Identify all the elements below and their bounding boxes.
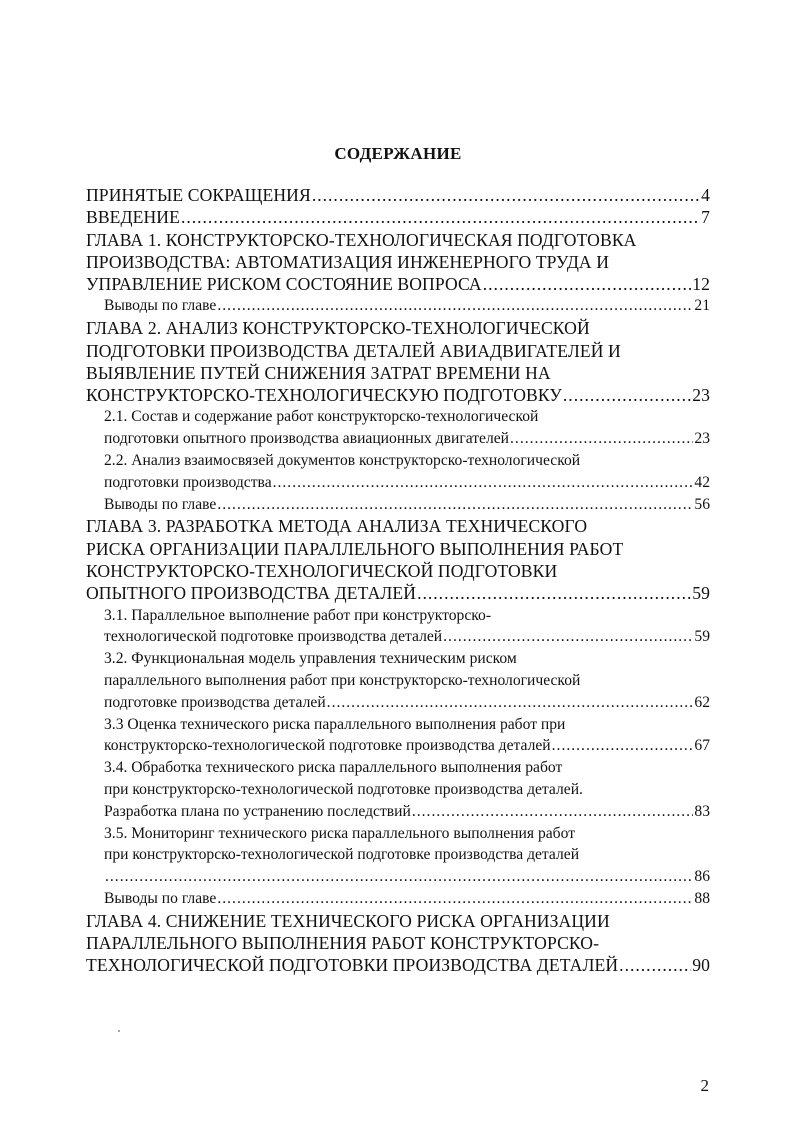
toc-page-number: 23 (694, 430, 710, 448)
toc-entry-title: УПРАВЛЕНИЕ РИСКОМ СОСТОЯНИЕ ВОПРОСА (86, 274, 482, 295)
toc-entry-title: подготовке производства деталей (104, 693, 326, 711)
toc-entry-leader-line (86, 582, 710, 604)
toc-section-entry[interactable] (86, 757, 710, 822)
toc-page-number: 67 (694, 737, 710, 755)
toc-entry-title: ПРИНЯТЫЕ СОКРАЩЕНИЯ (86, 185, 311, 205)
toc-entry-title: ВВЕДЕНИЕ (86, 207, 180, 228)
toc-entry-line: ГЛАВА 1. КОНСТРУКТОРСКО-ТЕХНОЛОГИЧЕСКАЯ ПОДГОТОВКА (86, 229, 637, 250)
scan-speck (118, 1030, 120, 1032)
toc-entry-title: ТЕХНОЛОГИЧЕСКОЙ ПОДГОТОВКИ ПРОИЗВОДСТВА ДЕТАЛЕЙ (86, 955, 619, 976)
toc-section-entry[interactable] (86, 494, 710, 516)
toc-section-entry[interactable] (86, 450, 710, 494)
toc-entry-title: Выводы по главе (104, 495, 217, 513)
dot-leader (217, 494, 693, 516)
toc-entry-leader-line (86, 384, 710, 406)
toc-entry-line: ГЛАВА 4. СНИЖЕНИЕ ТЕХНИЧЕСКОГО РИСКА ОРГАНИЗАЦИИ (86, 910, 610, 931)
toc-section-entry[interactable] (86, 605, 710, 649)
table-of-contents (86, 184, 710, 977)
toc-entry-line: ГЛАВА 3. РАЗРАБОТКА МЕТОДА АНАЛИЗА ТЕХНИЧЕСКОГО (86, 516, 588, 537)
toc-entry-leader-line (104, 866, 710, 888)
toc-entry-title: Выводы по главе (104, 297, 217, 315)
dot-leader (412, 801, 694, 823)
toc-chapter-entry[interactable] (86, 229, 710, 296)
toc-page-number: 42 (694, 473, 710, 491)
toc-entry-leader-line (86, 184, 710, 206)
dot-leader (273, 472, 694, 494)
toc-entry-line: ВЫЯВЛЕНИЕ ПУТЕЙ СНИЖЕНИЯ ЗАТРАТ ВРЕМЕНИ НА (86, 362, 551, 383)
dot-leader (563, 384, 691, 406)
toc-entry-leader-line (86, 206, 710, 228)
toc-entry-leader-line (86, 273, 710, 295)
toc-entry-line: 2.1. Состав и содержание работ конструкторско-технологической (104, 408, 539, 426)
toc-entry-title: Выводы по главе (104, 890, 217, 907)
toc-page-number: 56 (694, 495, 710, 513)
toc-entry-line: ГЛАВА 2. АНАЛИЗ КОНСТРУКТОРСКО-ТЕХНОЛОГИЧЕСКОЙ (86, 318, 590, 339)
dot-leader (327, 692, 694, 714)
toc-entry-line: ПОДГОТОВКИ ПРОИЗВОДСТВА ДЕТАЛЕЙ АВИАДВИГАТЕЛЕЙ И (86, 340, 621, 361)
toc-entry-leader-line (104, 494, 710, 516)
toc-section-entry[interactable] (86, 823, 710, 888)
toc-page-number: 4 (701, 185, 710, 205)
dot-leader (105, 866, 693, 888)
toc-section-entry[interactable] (86, 714, 710, 758)
toc-entry-line: 3.3 Оценка технического риска параллельного выполнения работ при (104, 715, 566, 733)
toc-entry-leader-line (104, 295, 710, 317)
toc-entry-line: ПАРАЛЛЕЛЬНОГО ВЫПОЛНЕНИЯ РАБОТ КОНСТРУКТОРСКО- (86, 933, 600, 954)
toc-entry-line: КОНСТРУКТОРСКО-ТЕХНОЛОГИЧЕСКОЙ ПОДГОТОВКИ (86, 561, 558, 582)
toc-section-entry[interactable] (86, 888, 710, 910)
toc-entry-leader-line (104, 801, 710, 823)
toc-chapter-entry[interactable] (86, 184, 710, 206)
toc-section-entry[interactable] (86, 648, 710, 713)
toc-entry-line: 3.1. Параллельное выполнение работ при конструкторско- (104, 606, 492, 624)
toc-entry-leader-line (104, 888, 710, 910)
page-number: 2 (700, 1076, 709, 1095)
toc-entry-leader-line (86, 954, 710, 976)
toc-entry-leader-line (104, 735, 710, 757)
toc-page-number: 59 (692, 583, 710, 604)
page-title: СОДЕРЖАНИЕ (334, 144, 462, 163)
toc-entry-title: Разработка плана по устранению последствий (104, 802, 411, 820)
toc-entry-leader-line (104, 472, 710, 494)
toc-page-number: 90 (692, 955, 710, 976)
toc-page-number: 12 (692, 274, 710, 295)
toc-entry-title: конструкторско-технологической подготовке производства деталей (104, 737, 551, 755)
toc-entry-line: 3.5. Мониторинг технического риска параллельного выполнения работ (104, 824, 576, 842)
toc-entry-line: РИСКА ОРГАНИЗАЦИИ ПАРАЛЛЕЛЬНОГО ВЫПОЛНЕНИЯ РАБОТ (86, 538, 624, 559)
dot-leader (619, 954, 691, 976)
toc-chapter-entry[interactable] (86, 317, 710, 406)
toc-page-number: 21 (694, 297, 710, 315)
toc-page-number: 62 (694, 693, 710, 711)
toc-entry-line: 2.2. Анализ взаимосвязей документов конструкторско-технологической (104, 452, 581, 470)
toc-entry-title: ОПЫТНОГО ПРОИЗВОДСТВА ДЕТАЛЕЙ (86, 583, 417, 604)
dot-leader (417, 582, 691, 604)
toc-page-number: 88 (694, 890, 710, 907)
toc-entry-title: подготовки производства (104, 473, 272, 491)
dot-leader (217, 295, 693, 317)
toc-page-number: 7 (701, 207, 710, 228)
toc-section-entry[interactable] (86, 295, 710, 317)
toc-entry-line: при конструкторско-технологической подготовке производства деталей. (104, 781, 583, 799)
toc-chapter-entry[interactable] (86, 910, 710, 977)
toc-entry-line: 3.4. Обработка технического риска параллельного выполнения работ (104, 759, 563, 777)
toc-page-number: 23 (692, 385, 710, 406)
toc-entry-leader-line (104, 626, 710, 648)
dot-leader (483, 273, 691, 295)
toc-section-entry[interactable] (86, 406, 710, 450)
toc-entry-leader-line (104, 692, 710, 714)
dot-leader (312, 184, 700, 206)
dot-leader (181, 206, 700, 228)
toc-chapter-entry[interactable] (86, 515, 710, 604)
toc-entry-line: 3.2. Функциональная модель управления техническим риском (104, 650, 517, 668)
toc-page-number: 59 (694, 628, 710, 646)
toc-entry-title: подготовки опытного производства авиационных двигателей (104, 430, 510, 448)
dot-leader (552, 735, 694, 757)
toc-chapter-entry[interactable] (86, 206, 710, 228)
dot-leader (443, 626, 693, 648)
toc-entry-line: ПРОИЗВОДСТВА: АВТОМАТИЗАЦИЯ ИНЖЕНЕРНОГО ТРУДА И (86, 251, 610, 272)
dot-leader (510, 428, 693, 450)
dot-leader (217, 888, 693, 910)
toc-entry-title: КОНСТРУКТОРСКО-ТЕХНОЛОГИЧЕСКУЮ ПОДГОТОВКУ (86, 385, 562, 406)
toc-entry-leader-line (104, 428, 710, 450)
toc-entry-line: параллельного выполнения работ при конструкторско-технологической (104, 672, 581, 690)
toc-entry-title: технологической подготовке производства деталей (104, 628, 443, 646)
toc-entry-line: при конструкторско-технологической подготовке производства деталей (104, 846, 580, 864)
toc-page-number: 83 (694, 802, 710, 820)
toc-page-number: 86 (694, 868, 710, 886)
